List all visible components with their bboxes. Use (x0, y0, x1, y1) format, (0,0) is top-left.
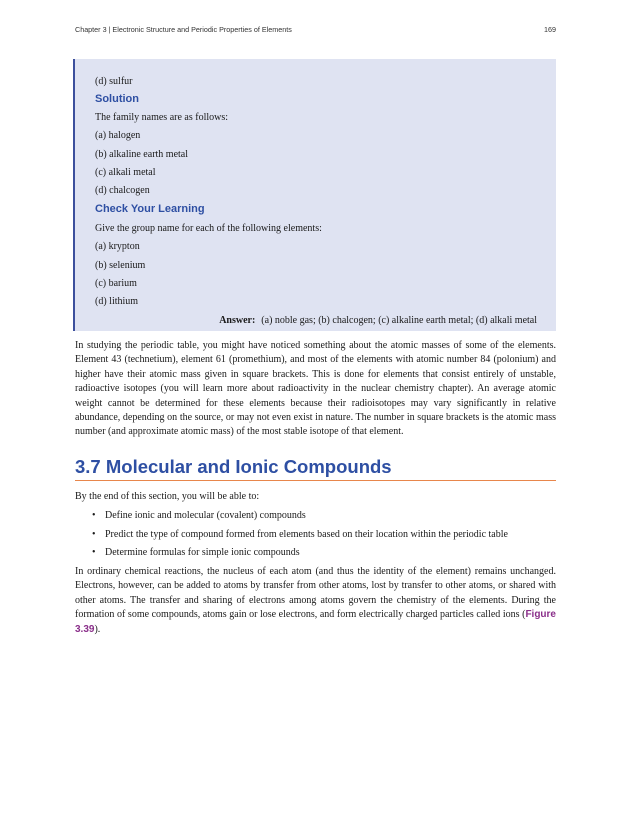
section-rule (75, 480, 556, 481)
example-item-d: (d) sulfur (95, 76, 133, 87)
check-item: (c) barium (95, 278, 137, 289)
bullet-icon: • (92, 510, 96, 521)
solution-intro: The family names are as follows: (95, 112, 229, 123)
body-paragraph (75, 565, 556, 637)
page-number: 169 (544, 25, 556, 34)
figure-link[interactable]: Figure 3.39 (75, 609, 556, 635)
check-item: (d) lithium (95, 296, 139, 307)
running-header (75, 25, 556, 34)
check-item: (a) krypton (95, 241, 140, 252)
solution-item: (b) alkaline earth metal (95, 149, 189, 160)
bullet-icon: • (92, 529, 96, 540)
bullet-icon: • (92, 547, 96, 558)
check-learning-intro: Give the group name for each of the following elements: (95, 223, 322, 234)
objective-text: Define ionic and molecular (covalent) compounds (105, 510, 306, 521)
objective-text: Predict the type of compound formed from elements based on their location within the periodic table (105, 529, 508, 540)
paragraph-end: ). (94, 623, 101, 635)
solution-item: (d) chalcogen (95, 185, 150, 196)
chapter-title: Chapter 3 | Electronic Structure and Periodic Properties of Elements (75, 25, 292, 34)
answer-line (219, 315, 537, 327)
answer-text: (a) noble gas; (b) chalcogen; (c) alkaline earth metal; (d) alkali metal (261, 315, 537, 326)
body-paragraph: In studying the periodic table, you might have noticed something about the atomic masses of some of the elements. Element 43 (technetium), element 61 (promethium), and most of the elements with atomic number 84 (polonium) and higher have their atomic mass given in square brackets. This is done for elements that consist entirely of unstable, radioactive isotopes (you will learn more about radioactivity in the nuclear chemistry chapter). An average atomic weight cannot be determined for these elements because their radioisotopes may vary significantly in relative abundance, depending on the source, or may not even exist in nature. The number in square brackets is the atomic mass number (and approximate atomic mass) of the most stable isotope of that element. (75, 340, 556, 438)
check-item: (b) selenium (95, 260, 146, 271)
paragraph-text: In ordinary chemical reactions, the nucleus of each atom (and thus the identity of the element) remains unchanged. Electrons, however, can be added to atoms by transfer from other atoms, lost by transfer to other atoms, or shared with other atoms. The transfer and sharing of electrons among atoms govern the chemistry of the elements. During the formation of some compounds, atoms gain or lose electrons, and form electrically charged particles called ions ( (75, 566, 556, 621)
example-box (73, 59, 556, 331)
learning-objectives-intro: By the end of this section, you will be able to: (75, 491, 260, 502)
check-learning-heading: Check Your Learning (95, 203, 205, 215)
objective-text: Determine formulas for simple ionic compounds (105, 547, 300, 558)
section-heading: 3.7 Molecular and Ionic Compounds (75, 456, 392, 477)
answer-label: Answer: (219, 315, 256, 326)
solution-heading: Solution (95, 93, 139, 105)
solution-item: (c) alkali metal (95, 167, 156, 178)
solution-item: (a) halogen (95, 130, 141, 141)
